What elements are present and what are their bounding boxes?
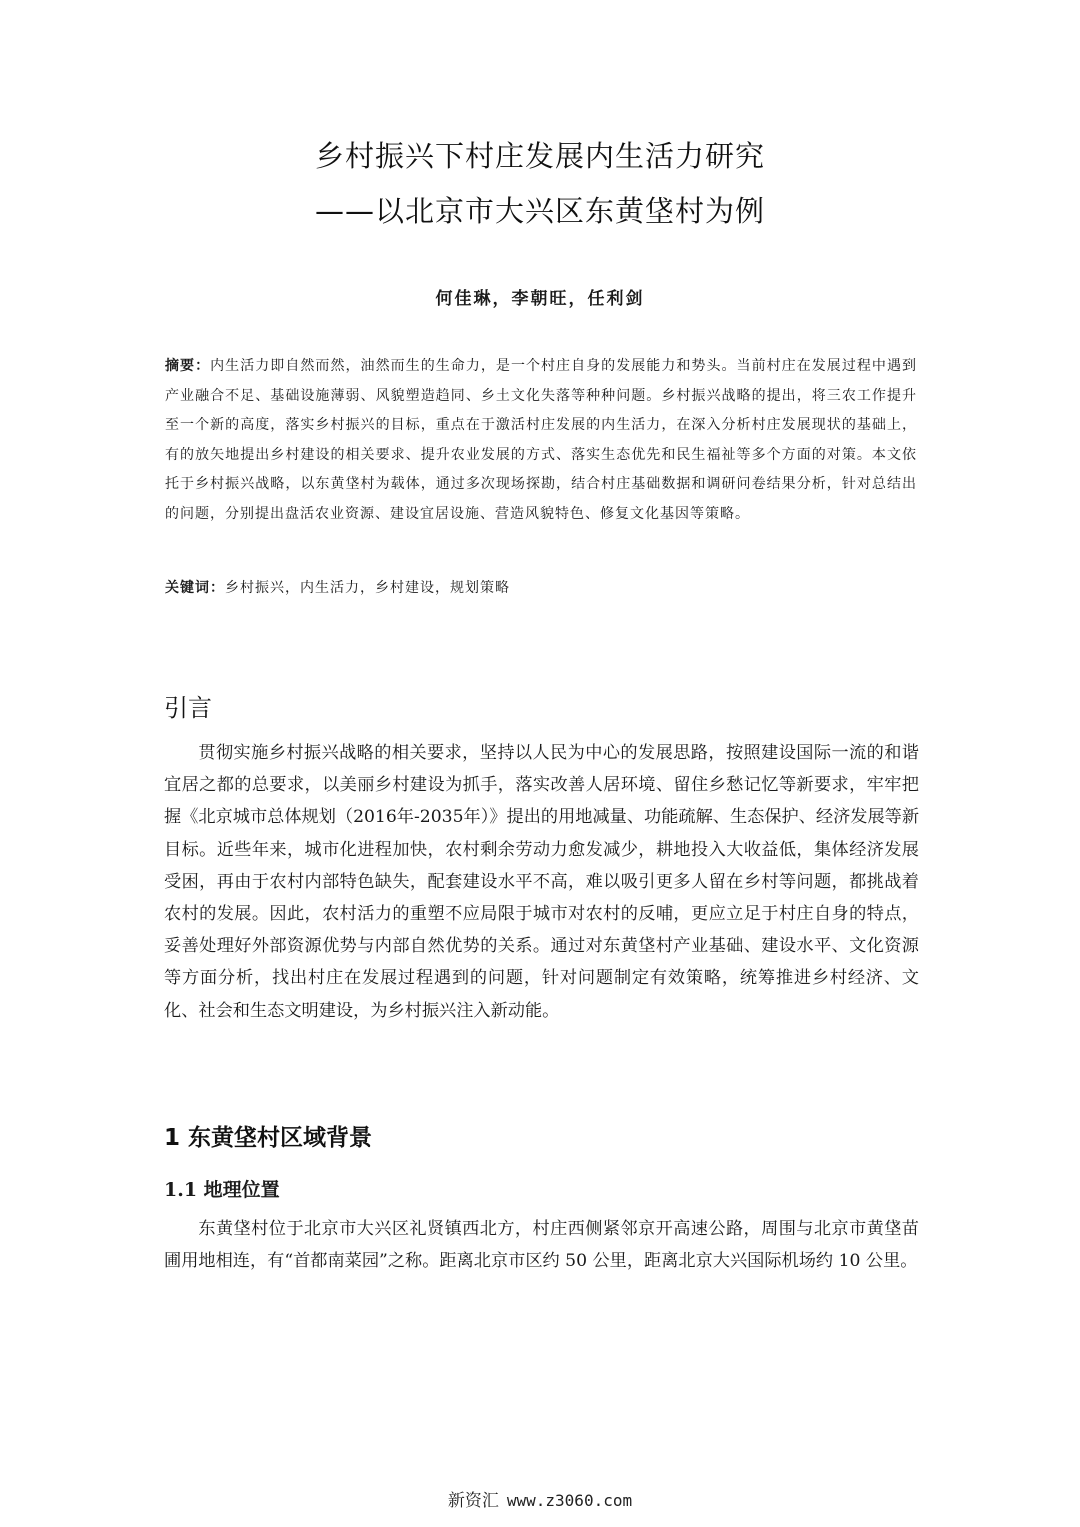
page-footer	[0, 1486, 1080, 1511]
intro-paragraph: 贯彻实施乡村振兴战略的相关要求，坚持以人民为中心的发展思路，按照建设国际一流的和谐宜居之都的总要求，以美丽乡村建设为抓手，落实改善人居环境、留住乡愁记忆等新要求，牢牢把握《北京城市总体规划（2016年-2035年）》提出的用地减量、功能疏解、生态保护、经济发展等新目标。近些年来，城市化进程加快，农村剩余劳动力愈发减少，耕地投入大收益低，集体经济发展受困，再由于农村内部特色缺失，配套建设水平不高，难以吸引更多人留在乡村等问题，都挑战着农村的发展。因此，农村活力的重塑不应局限于城市对农村的反哺，更应立足于村庄自身的特点，妥善处理好外部资源优势与内部自然优势的关系。通过对东黄垡村产业基础、建设水平、文化资源等方面分析，找出村庄在发展过程遇到的问题，针对问题制定有效策略，统筹推进乡村经济、文化、社会和生态文明建设，为乡村振兴注入新动能。	[164, 743, 920, 1021]
keywords-label: 关键词：	[165, 580, 225, 596]
author-list: 何佳琳，李朝旺，任利剑	[435, 289, 645, 309]
section-heading-1: 1 东黄垡村区域背景	[164, 1125, 373, 1151]
keywords	[165, 576, 917, 600]
keywords-text: 乡村振兴，内生活力，乡村建设，规划策略	[225, 580, 510, 596]
abstract-label: 摘要：	[165, 358, 211, 374]
footer-url[interactable]: www.z3060.com	[506, 1491, 633, 1510]
subsection-1-1-paragraph: 东黄垡村位于北京市大兴区礼贤镇西北方，村庄西侧紧邻京开高速公路，周围与北京市黄垡苗圃用地相连，有“首都南菜园”之称。距离北京市区约 50 公里，距离北京大兴国际机场约 10 公里。	[164, 1219, 919, 1272]
paper-subtitle: ——以北京市大兴区东黄垡村为例	[314, 194, 765, 228]
abstract	[165, 352, 917, 529]
footer-brand: 新资汇	[447, 1491, 499, 1511]
section-heading-intro: 引言	[164, 694, 212, 722]
paper-title: 乡村振兴下村庄发展内生活力研究	[314, 139, 765, 173]
abstract-text: 内生活力即自然而然，油然而生的生命力，是一个村庄自身的发展能力和势头。当前村庄在发展过程中遇到产业融合不足、基础设施薄弱、风貌塑造趋同、乡土文化失落等种种问题。乡村振兴战略的提出，将三农工作提升至一个新的高度，落实乡村振兴的目标，重点在于激活村庄发展的内生活力，在深入分析村庄发展现状的基础上，有的放矢地提出乡村建设的相关要求、提升农业发展的方式、落实生态优先和民生福祉等多个方面的对策。本文依托于乡村振兴战略，以东黄垡村为载体，通过多次现场探勘，结合村庄基础数据和调研问卷结果分析，针对总结出的问题，分别提出盘活农业资源、建设宜居设施、营造风貌特色、修复文化基因等策略。	[165, 358, 917, 522]
subsection-heading-1-1: 1.1 地理位置	[164, 1179, 280, 1201]
